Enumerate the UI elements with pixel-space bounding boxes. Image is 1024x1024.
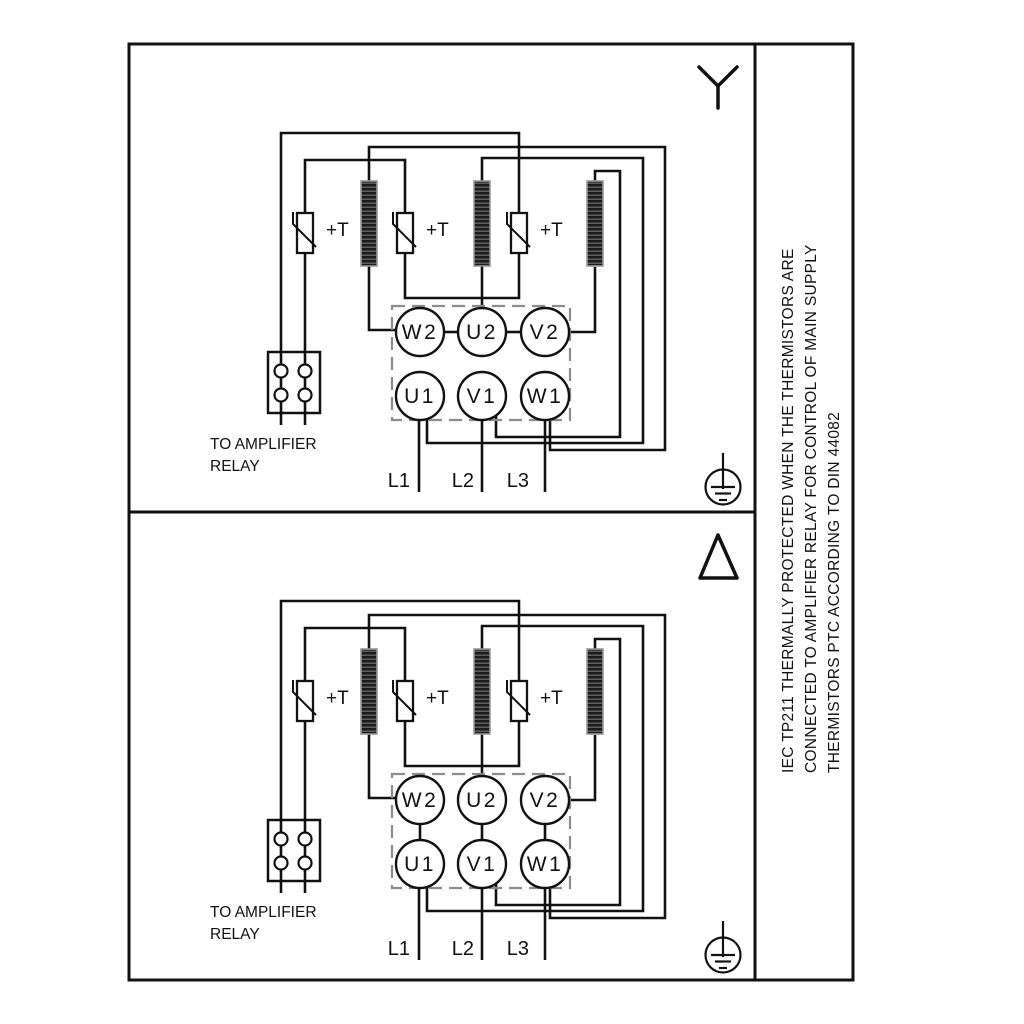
side-note-line: CONNECTED TO AMPLIFIER RELAY FOR CONTROL OF MAIN SUPPLY: [803, 244, 820, 773]
relay-contact-icon: [275, 857, 288, 870]
ptc-thermistor-symbol-3: [511, 681, 527, 721]
terminal-label: W1: [526, 385, 564, 408]
terminal-label: V1: [466, 853, 498, 876]
supply-line-label: L2: [451, 470, 474, 492]
terminal-label: W2: [401, 789, 439, 812]
ptc-thermistor-symbol-1: [297, 213, 313, 253]
terminal-label: U2: [466, 789, 498, 812]
relay-contact-icon: [299, 365, 312, 378]
relay-note: RELAY: [210, 458, 260, 475]
supply-line-label: L1: [387, 470, 410, 492]
motor-winding-coil-1: [361, 181, 377, 266]
relay-note: TO AMPLIFIER: [210, 904, 317, 921]
side-note-line: IEC TP211 THERMALLY PROTECTED WHEN THE THERMISTORS ARE: [780, 248, 797, 773]
thermistor-label: +T: [326, 220, 349, 241]
relay-contact-icon: [299, 833, 312, 846]
terminal-label: V1: [466, 385, 498, 408]
relay-note: RELAY: [210, 926, 260, 943]
thermistor-label: +T: [426, 220, 449, 241]
motor-winding-coil-2: [474, 181, 490, 266]
thermistor-label: +T: [540, 688, 563, 709]
motor-winding-coil-3: [587, 181, 603, 266]
thermistor-label: +T: [426, 688, 449, 709]
supply-line-label: L2: [451, 938, 474, 960]
terminal-label: W1: [526, 853, 564, 876]
thermistor-label: +T: [326, 688, 349, 709]
supply-line-label: L3: [506, 938, 529, 960]
terminal-label: U2: [466, 321, 498, 344]
relay-contact-icon: [299, 857, 312, 870]
terminal-label: W2: [401, 321, 439, 344]
ptc-thermistor-symbol-1: [297, 681, 313, 721]
relay-contact-icon: [275, 389, 288, 402]
ptc-thermistor-symbol-2: [397, 213, 413, 253]
ptc-thermistor-symbol-2: [397, 681, 413, 721]
motor-winding-coil-1: [361, 649, 377, 734]
ptc-thermistor-symbol-3: [511, 213, 527, 253]
relay-contact-icon: [275, 833, 288, 846]
thermistor-label: +T: [540, 220, 563, 241]
terminal-label: V2: [529, 789, 561, 812]
motor-winding-coil-2: [474, 649, 490, 734]
side-note-line: THERMISTORS PTC ACCORDING TO DIN 44082: [826, 411, 843, 773]
motor-winding-coil-3: [587, 649, 603, 734]
terminal-label: U1: [404, 385, 436, 408]
terminal-label: V2: [529, 321, 561, 344]
relay-contact-icon: [275, 365, 288, 378]
relay-note: TO AMPLIFIER: [210, 436, 317, 453]
relay-contact-icon: [299, 389, 312, 402]
supply-line-label: L1: [387, 938, 410, 960]
supply-line-label: L3: [506, 470, 529, 492]
terminal-label: U1: [404, 853, 436, 876]
